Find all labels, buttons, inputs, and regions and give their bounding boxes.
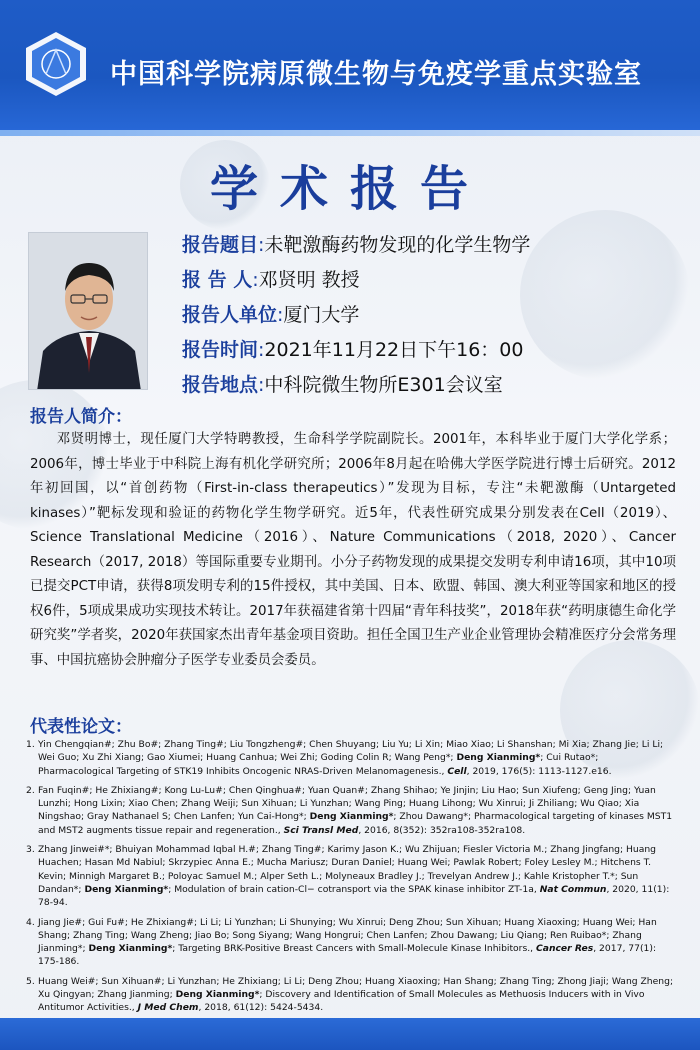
info-value: 未靶激酶药物发现的化学生物学: [264, 234, 531, 256]
footer-band: [0, 1018, 700, 1050]
info-label: 报告人单位: [182, 304, 278, 326]
info-value: 2021年11月22日下午16：00: [264, 339, 524, 361]
info-row-affiliation: 报告人单位:厦门大学: [182, 298, 682, 333]
paper-item: 2. Fan Fuqin#; He Zhixiang#; Kong Lu-Lu#; Chen Qinghua#; Yuan Quan#; Zhang Shihao; Ye Jinjin; Liu Hao; Sun Xiufeng; Geng Jing; Yuan Lunzhi; Hong Lixin; Xiao Chen; Zhang Weiji; Sun Xihuan; Li Yunzhan; Wang Ping; Huang Lihong; Wu Xinrui; Ji Zhiliang; Wu Qiao; Xia Ningshao; Gray Nathanael S; Chen Lanfen; Yun Cai-Hong*; Deng Xianming*; Zhou Dawang*; Pharmacological targeting of kinases MST1 and MST2 augments tissue repair and regeneration., Sci Transl Med, 2016, 8(352): 352ra108-352ra108.: [26, 784, 673, 836]
speaker-portrait-icon: [29, 233, 148, 390]
paper-item: 3. Zhang Jinwei#*; Bhuiyan Mohammad Iqbal H.#; Zhang Ting#; Karimy Jason K.; Wu Zhijuan; Fiesler Victoria M.; Zhang Jingfang; Huang Huachen; Hasan Md Nabiul; Skrzypiec Anna E.; Mucha Mariusz; Duran Daniel; Huang Wei; Pawlak Robert; Foley Lesley M.; Hitchens T. Kevin; Minnigh Margaret B.; Poloyac Samuel M.; Alper Seth L.; Molyneaux Bradley J.; Trevelyan Andrew J.; Kahle Kristopher T.*; Sun Dandan*; Deng Xianming*; Modulation of brain cation-Cl− cotransport via the SPAK kinase inhibitor ZT-1a, Nat Commun, 2020, 11(1): 78-94.: [26, 844, 670, 909]
info-row-title: 报告题目:未靶激酶药物发现的化学生物学: [182, 228, 682, 263]
paper-item: 1. Yin Chengqian#; Zhu Bo#; Zhang Ting#; Liu Tongzheng#; Chen Shuyang; Liu Yu; Li Xin; Miao Xiao; Li Shanshan; Mi Xia; Zhang Jie; Li Li; Wei Guo; Xu Zhi Xiang; Gao Xiumei; Huang Canhua; Wei Zhi; Goding Colin R; Wang Peng*; Deng Xianming*; Cui Rutao*; Pharmacological Targeting of STK19 Inhibits Oncogenic NRAS-Driven Melanomagenesis., Cell, 2019, 176(5): 1113-1127.e16.: [26, 739, 664, 777]
info-label: 报告地点: [182, 374, 259, 396]
header-stripe: [0, 130, 700, 136]
speaker-photo: [28, 232, 148, 390]
cas-pmi-logo: [20, 28, 92, 100]
papers-list: [26, 738, 676, 1021]
main-title: 学术报告: [209, 161, 490, 217]
info-row-time: 报告时间:2021年11月22日下午16：00: [182, 333, 682, 368]
paper-item: 4. Jiang Jie#; Gui Fu#; He Zhixiang#; Li Li; Li Yunzhan; Li Shunying; Wu Xinrui; Deng Zhou; Sun Xihuan; Huang Xiaoxing; Huang Wei; Han Shang; Zhang Ting; Wang Zheng; Jiao Bo; Song Siyang; Wang Hongrui; Chen Lanfen; Zhou Dawang; Liu Qiang; Ren Ruibao*; Zhang Jianming*; Deng Xianming*; Targeting BRK-Positive Breast Cancers with Small-Molecule Kinase Inhibitors., Cancer Res, 2017, 77(1): 175-186.: [26, 916, 657, 968]
talk-info: [182, 228, 682, 403]
info-value: 中科院微生物所E301会议室: [264, 374, 503, 396]
org-title: 中国科学院病原微生物与免疫学重点实验室: [110, 59, 642, 90]
info-label: 报 告 人: [182, 269, 253, 291]
info-value: 邓贤明 教授: [258, 269, 360, 291]
bio-text: 邓贤明博士，现任厦门大学特聘教授，生命科学学院副院长。2001年，本科毕业于厦门大学化学系；2006年，博士毕业于中科院上海有机化学研究所；2006年8月起在哈佛大学医学院进行博士后研究。2012年初回国，以“首创药物（First-in-class therapeutics）”发现为目标，专注“未靶激酶（Untargeted kinases）”靶标发现和验证的药物化学生物学研究。近5年，代表性研究成果分别发表在Cell（2019）、Science Translational Medicine（2016）、Nature Communications（2018, 2020）、Cancer Research（2017, 2018）等国际重要专业期刊。小分子药物发现的成果提交发明专利申请16项，其中10项已提交PCT申请，获得8项发明专利的15件授权，其中美国、日本、欧盟、韩国、澳大利亚等国家和地区的授权6件，5项成果成功实现技术转让。2017年获福建省第十四届“青年科技奖”，2018年获“药明康德生命化学研究奖”学者奖，2020年获国家杰出青年基金项目资助。担任全国卫生产业企业管理协会精准医疗分会常务理事、中国抗癌协会肿瘤分子医学专业委员会委员。: [30, 432, 676, 668]
papers-heading: 代表性论文：: [30, 717, 132, 737]
paper-item: 5. Huang Wei#; Sun Xihuan#; Li Yunzhan; He Zhixiang; Li Li; Deng Zhou; Huang Xiaoxing; Han Shang; Zhang Ting; Zhong Jiaji; Wang Zheng; Xu Qingyan; Zhang Jianming; Deng Xianming*; Discovery and Identification of Small Molecules as Methuosis Inducers with in Vivo Antitumor Activities., J Med Chem, 2018, 61(12): 5424-5434.: [26, 975, 674, 1014]
header-banner: [0, 0, 700, 130]
info-label: 报告时间: [182, 339, 259, 361]
bio-heading: 报告人简介：: [30, 407, 132, 427]
info-row-location: 报告地点:中科院微生物所E301会议室: [182, 368, 682, 403]
info-row-speaker: 报 告 人:邓贤明 教授: [182, 263, 682, 298]
info-label: 报告题目: [182, 234, 259, 256]
info-value: 厦门大学: [283, 304, 360, 326]
